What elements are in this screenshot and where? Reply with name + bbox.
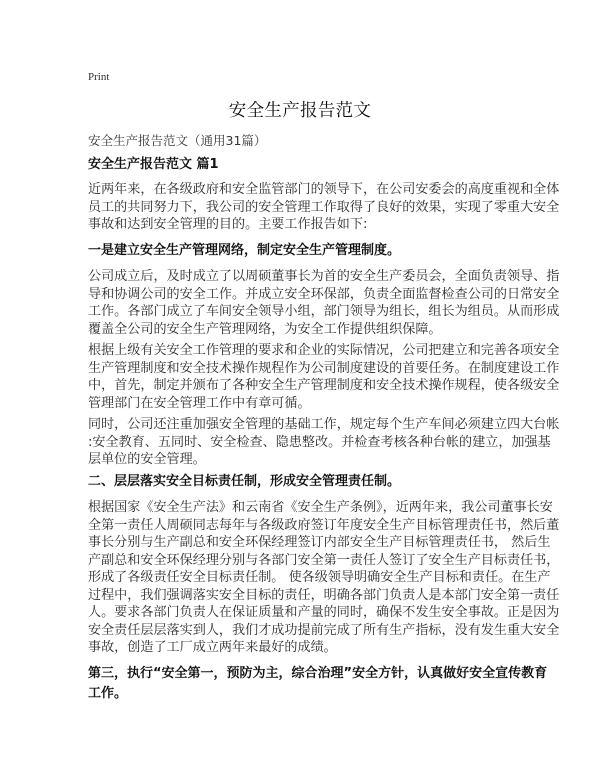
text-line: 工作。各部门成立了车间安全领导小组，部门领导为组长，组长为组员。从而形成 <box>88 304 560 319</box>
section1-heading: 一是建立安全生产管理网络，制定安全生产管理制度。 <box>88 243 401 258</box>
text-line: 根据上级有关安全工作管理的要求和企业的实际情况，公司把建立和完善各项安全 <box>88 343 560 358</box>
text-line: 生产管理制度和安全技术操作规程作为公司制度建设的首要任务。在制度建设工作 <box>88 360 560 376</box>
text-line: :安全教育、五同时、安全检查、隐患整改。并检查考核各种台帐的建立，加强基 <box>88 434 551 450</box>
text-line: 近两年来，在各级政府和安全监管部门的领导下，在公司安委会的高度重视和全体 <box>88 182 560 197</box>
text-line: 产副总和安全环保经理分别与各部门安全第一责任人签订了安全生产目标责任书， <box>88 552 560 568</box>
text-line: 事长分别与生产副总和安全环保经理签订内部安全生产目标管理责任书， 然后生 <box>88 535 551 550</box>
text-line: 根据国家《安全生产法》和云南省《安全生产条例》，近两年来，我公司董事长安 <box>88 500 553 515</box>
document-subtitle: 安全生产报告范文（通用31篇） <box>88 133 267 148</box>
text-line: 事故和达到安全管理的目的。主要工作报告如下: <box>88 217 368 232</box>
text-line: 事故，创造了工厂成立两年来最好的成绩。 <box>88 640 337 655</box>
print-label: Print <box>88 71 110 83</box>
section1-paragraph-2 <box>88 342 560 412</box>
text-line: 全第一责任人周硕同志每年与各级政府签订年度安全生产目标管理责任书，然后董 <box>88 517 560 533</box>
article-heading: 安全生产报告范文 篇1 <box>88 157 219 172</box>
heading-line: 第三，执行“安全第一，预防为主，综合治理”安全方针，认真做好安全宣传教育 <box>88 666 548 681</box>
document-title: 安全生产报告范文 <box>228 101 372 121</box>
text-line: 层单位的安全管理。 <box>88 452 206 467</box>
text-line: 同时，公司还注重加强安全管理的基础工作，规定每个生产车间必须建立四大台帐 <box>88 417 560 432</box>
text-line: 管理部门在安全管理工作中有章可循。 <box>88 395 311 411</box>
section1-paragraph-3 <box>88 416 560 469</box>
text-line: 安全责任层层落实到人，我们才成功提前完成了所有生产指标，没有发生重大安全 <box>88 622 560 638</box>
text-line: 覆盖全公司的安全生产管理网络，为安全工作提供组织保障。 <box>88 321 442 337</box>
section1-paragraph-1 <box>88 268 560 338</box>
text-line: 导和协调公司的安全工作。并成立安全环保部，负责全面监督检查公司的日常安全 <box>88 286 560 302</box>
text-line: 公司成立后，及时成立了以周硕董事长为首的安全生产委员会，全面负责领导、指 <box>88 269 560 284</box>
heading-line: 工作。 <box>88 686 128 701</box>
text-line: 中，首先，制定并颁布了各种安全生产管理制度和安全技术操作规程，使各级安全 <box>88 378 560 393</box>
text-line: 形成了各级责任安全目标责任制。 使各级领导明确安全生产目标和责任。在生产 <box>88 570 551 585</box>
text-line: 过程中，我们强调落实安全目标的责任，明确各部门负责人是本部门安全第一责任 <box>88 587 560 603</box>
intro-paragraph <box>88 181 560 234</box>
section2-paragraph-1 <box>88 499 560 657</box>
section2-heading: 二、层层落实安全目标责任制，形成安全管理责任制。 <box>88 474 401 489</box>
section3-heading <box>88 664 548 704</box>
text-line: 员工的共同努力下，我公司的安全管理工作取得了良好的效果，实现了零重大安全 <box>88 199 560 215</box>
text-line: 人。要求各部门负责人在保证质量和产量的同时，确保不发生安全事故。正是因为 <box>88 605 560 620</box>
